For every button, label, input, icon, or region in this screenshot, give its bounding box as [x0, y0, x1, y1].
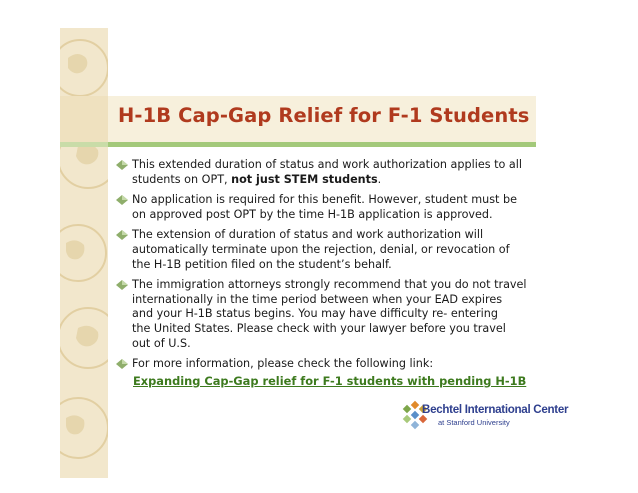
bullet-emphasis: not just STEM students	[231, 172, 378, 186]
bullet-text: No application is required for this benefit. However, student must be on approved post OPT by the time H-1B application is approved.	[132, 193, 517, 221]
diamond-bullet-icon	[116, 195, 128, 205]
title-underline-rule	[108, 142, 536, 147]
diamond-bullet-icon	[116, 160, 128, 170]
bullet-item	[114, 158, 544, 187]
title-accent-block	[60, 96, 108, 144]
bechtel-logo	[400, 398, 569, 438]
bullet-list	[114, 158, 544, 378]
bullet-text: This extended duration of status and work authorization applies to all students on OPT,	[132, 158, 522, 186]
bullet-item	[114, 278, 544, 351]
bullet-text: The immigration attorneys strongly recommend that you do not travel internationally in the time period between when your EAD expires and your H-1B status begins. You may have difficulty re- entering the United States. Please check with your lawyer before you travel out of U.S.	[132, 278, 527, 350]
diamond-bullet-icon	[116, 230, 128, 240]
bullet-text: The extension of duration of status and work authorization will automatically terminate upon the rejection, denial, or revocation of the H-1B petition filed on the student’s behalf.	[132, 228, 510, 271]
cap-gap-relief-link[interactable]: Expanding Cap-Gap relief for F-1 students with pending H-1B	[133, 374, 527, 388]
logo-name: Bechtel International Center	[422, 403, 569, 416]
diamond-bullet-icon	[116, 280, 128, 290]
bullet-tail: .	[377, 172, 382, 186]
bullet-item	[114, 193, 544, 222]
diamond-bullet-icon	[116, 359, 128, 369]
slide-title: H-1B Cap-Gap Relief for F-1 Students	[118, 104, 530, 127]
bullet-item	[114, 228, 544, 272]
logo-subtitle: at Stanford University	[438, 418, 510, 427]
bullet-text: For more information, please check the following link:	[132, 357, 434, 371]
bullet-item	[114, 357, 544, 372]
rule-accent	[60, 142, 108, 147]
